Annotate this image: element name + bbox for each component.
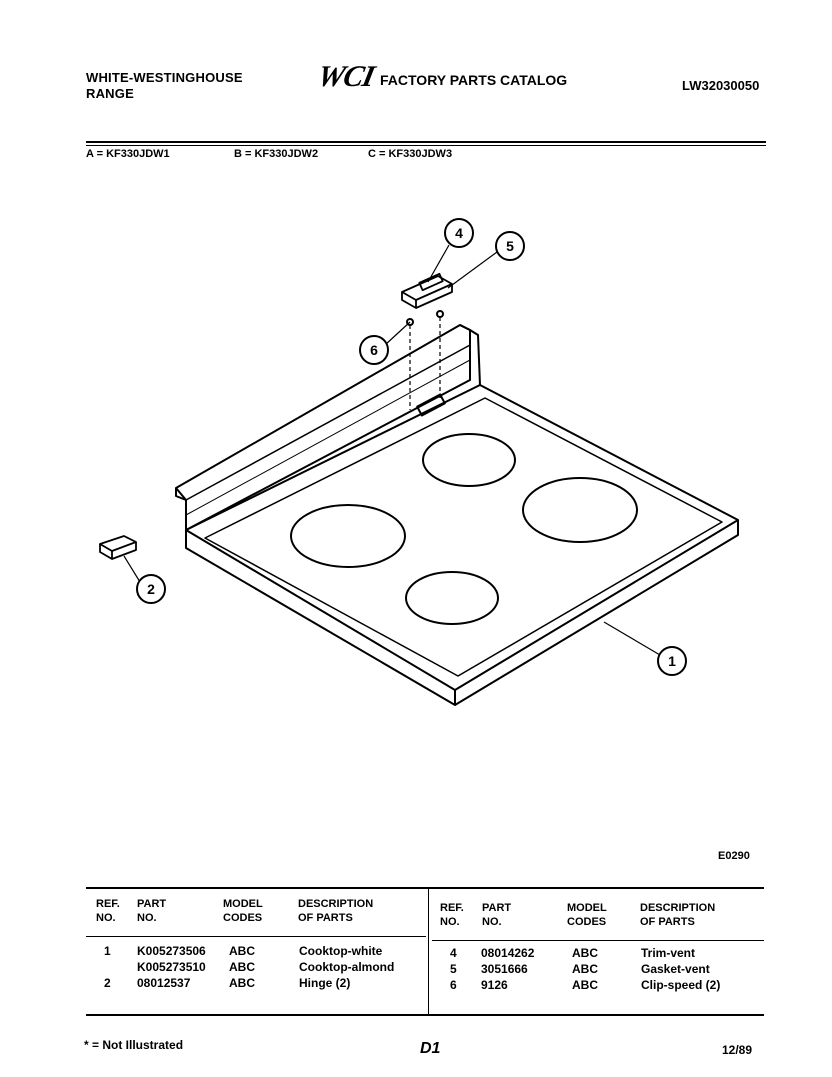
model-a: A = KF330JDW1 bbox=[86, 148, 170, 160]
brand-name: WHITE-WESTINGHOUSE bbox=[86, 70, 243, 85]
ref-number: 6 bbox=[450, 978, 457, 992]
callout-6: 6 bbox=[370, 342, 378, 358]
part-number: 08014262 bbox=[481, 946, 535, 960]
callout-4: 4 bbox=[455, 225, 463, 241]
table-divider bbox=[428, 889, 429, 1015]
part-description: Hinge (2) bbox=[299, 976, 351, 990]
right-header-rule bbox=[432, 940, 764, 941]
table-bottom-rule bbox=[86, 1014, 764, 1016]
part-description: Gasket-vent bbox=[641, 962, 710, 976]
header-ref-no-right: REF. NO. bbox=[440, 902, 464, 928]
header-part-no-right: PART NO. bbox=[482, 902, 512, 928]
header-description-right: DESCRIPTION OF PARTS bbox=[640, 902, 716, 928]
header-ref-no: REF. NO. bbox=[96, 898, 120, 924]
part-number: K005273506 bbox=[137, 944, 206, 958]
model-code: ABC bbox=[572, 978, 598, 992]
ref-number: 4 bbox=[450, 946, 457, 960]
part-number: 9126 bbox=[481, 978, 508, 992]
ref-number: 5 bbox=[450, 962, 457, 976]
not-illustrated-note: * = Not Illustrated bbox=[84, 1038, 184, 1052]
callout-1: 1 bbox=[668, 653, 676, 669]
callout-2: 2 bbox=[147, 581, 155, 597]
ref-number: 2 bbox=[104, 976, 111, 990]
model-c: C = KF330JDW3 bbox=[368, 148, 453, 160]
left-header-rule bbox=[86, 936, 426, 937]
header-description: DESCRIPTION OF PARTS bbox=[298, 898, 374, 924]
part-description: Cooktop-white bbox=[299, 944, 383, 958]
product-type: RANGE bbox=[86, 86, 134, 101]
wci-logo: WCI bbox=[314, 60, 377, 93]
table-row: 1 bbox=[104, 944, 111, 958]
part-description: Cooktop-almond bbox=[299, 960, 395, 974]
model-code: ABC bbox=[572, 946, 598, 960]
catalog-number: LW32030050 bbox=[682, 78, 760, 93]
header-model-codes-right: MODEL CODES bbox=[567, 902, 607, 928]
hinge-part bbox=[100, 536, 136, 559]
part-number: K005273510 bbox=[137, 960, 206, 974]
part-number: 08012537 bbox=[137, 976, 191, 990]
catalog-title: FACTORY PARTS CATALOG bbox=[380, 72, 568, 88]
model-code: ABC bbox=[229, 944, 255, 958]
drawing-code: E0290 bbox=[718, 850, 750, 862]
page-number: D1 bbox=[420, 1040, 441, 1057]
cooktop-surface bbox=[186, 385, 738, 690]
model-b: B = KF330JDW2 bbox=[234, 148, 319, 160]
model-code: ABC bbox=[572, 962, 598, 976]
part-number: 3051666 bbox=[481, 962, 528, 976]
callout-5: 5 bbox=[506, 238, 514, 254]
header-part-no: PART NO. bbox=[137, 898, 167, 924]
vent-trim-part bbox=[402, 274, 452, 308]
revision-date: 12/89 bbox=[722, 1043, 753, 1057]
part-description: Clip-speed (2) bbox=[641, 978, 721, 992]
header-model-codes: MODEL CODES bbox=[223, 898, 263, 924]
part-description: Trim-vent bbox=[641, 946, 696, 960]
table-top-rule bbox=[86, 887, 764, 889]
model-code: ABC bbox=[229, 976, 255, 990]
model-code: ABC bbox=[229, 960, 255, 974]
